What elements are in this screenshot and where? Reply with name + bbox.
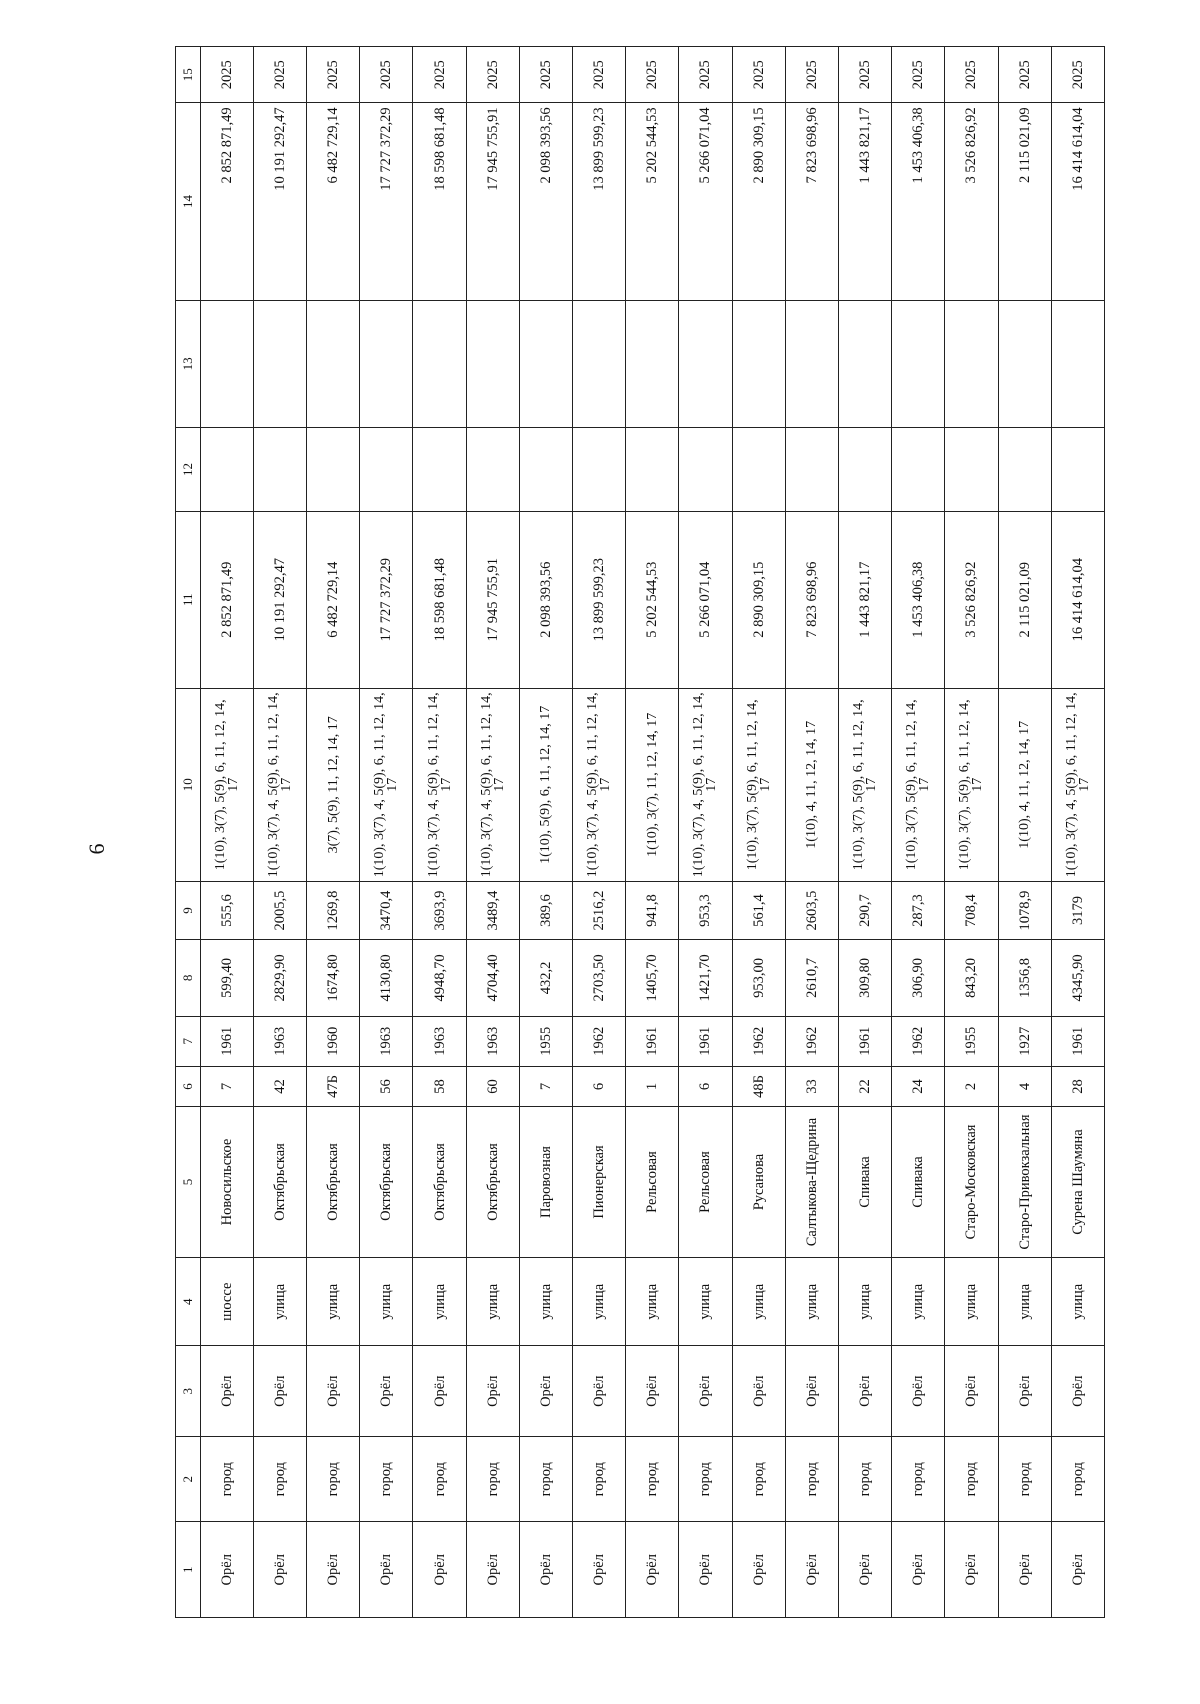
table-cell: 3179 <box>1051 881 1104 939</box>
table-cell <box>998 300 1051 428</box>
table-cell: 3 526 826,92 <box>945 511 998 688</box>
table-cell: 3(7), 5(9), 11, 12, 14, 17 <box>307 688 360 881</box>
table-cell <box>679 428 732 511</box>
table-cell: город <box>519 1436 572 1521</box>
table-cell <box>1051 300 1104 428</box>
table-cell: 1(10), 4, 11, 12, 14, 17 <box>785 688 838 881</box>
table-cell <box>732 300 785 428</box>
column-header: 3 <box>176 1346 201 1437</box>
table-cell: улица <box>573 1257 626 1346</box>
table-row <box>466 47 519 1618</box>
table-cell: 1955 <box>519 1016 572 1066</box>
table-cell: 33 <box>785 1066 838 1106</box>
table-cell <box>732 428 785 511</box>
column-header: 5 <box>176 1107 201 1258</box>
table-cell: 2 115 021,09 <box>998 103 1051 300</box>
table-cell: Орёл <box>466 1522 519 1618</box>
table-cell: 2 890 309,15 <box>732 511 785 688</box>
table-cell: Орёл <box>998 1346 1051 1437</box>
table-cell: Старо-Московская <box>945 1107 998 1258</box>
table-cell: Орёл <box>732 1522 785 1618</box>
table-cell: 1961 <box>679 1016 732 1066</box>
table-cell: Старо-Привокзальная <box>998 1107 1051 1258</box>
table-cell: 555,6 <box>200 881 253 939</box>
table-cell: город <box>466 1436 519 1521</box>
table-cell: 1(10), 3(7), 11, 12, 14, 17 <box>626 688 679 881</box>
table-row <box>413 47 466 1618</box>
table-row <box>573 47 626 1618</box>
column-header: 10 <box>176 688 201 881</box>
table-cell: 1962 <box>892 1016 945 1066</box>
table-cell: 16 414 614,04 <box>1051 103 1104 300</box>
table-cell: 941,8 <box>626 881 679 939</box>
table-cell: 6 <box>679 1066 732 1106</box>
table-cell: 6 482 729,14 <box>307 511 360 688</box>
table-cell: Орёл <box>945 1346 998 1437</box>
table-cell: 2025 <box>785 47 838 103</box>
column-header: 11 <box>176 511 201 688</box>
table-cell: 1(10), 3(7), 5(9), 6, 11, 12, 14, 17 <box>838 688 891 881</box>
table-cell: 22 <box>838 1066 891 1106</box>
table-cell: Октябрьская <box>360 1107 413 1258</box>
column-header: 1 <box>176 1522 201 1618</box>
table-cell <box>785 300 838 428</box>
table-cell: 1(10), 5(9), 6, 11, 12, 14, 17 <box>519 688 572 881</box>
table-cell: 290,7 <box>838 881 891 939</box>
table-cell: 2610,7 <box>785 940 838 1016</box>
column-header: 7 <box>176 1016 201 1066</box>
table-cell: 2025 <box>892 47 945 103</box>
table-cell: Орёл <box>360 1522 413 1618</box>
table-cell: улица <box>892 1257 945 1346</box>
table-cell: Спивака <box>892 1107 945 1258</box>
table-cell: 5 202 544,53 <box>626 103 679 300</box>
table-cell <box>519 428 572 511</box>
table-cell: город <box>200 1436 253 1521</box>
table-cell: 1421,70 <box>679 940 732 1016</box>
table-cell <box>892 300 945 428</box>
table-cell: 2025 <box>838 47 891 103</box>
table-cell: 13 899 599,23 <box>573 511 626 688</box>
table-cell: Русанова <box>732 1107 785 1258</box>
table-cell <box>466 300 519 428</box>
table-cell: 1963 <box>413 1016 466 1066</box>
table-cell: Орёл <box>945 1522 998 1618</box>
table-cell: город <box>732 1436 785 1521</box>
table-cell: 2 <box>945 1066 998 1106</box>
table-cell: Орёл <box>679 1522 732 1618</box>
table-cell: 561,4 <box>732 881 785 939</box>
table-cell: 3693,9 <box>413 881 466 939</box>
table-cell: 1963 <box>360 1016 413 1066</box>
table-cell: 60 <box>466 1066 519 1106</box>
table-cell: 2603,5 <box>785 881 838 939</box>
table-cell <box>785 428 838 511</box>
table-row <box>307 47 360 1618</box>
table-cell: 17 727 372,29 <box>360 103 413 300</box>
table-cell: Орёл <box>785 1346 838 1437</box>
table-cell: Орёл <box>785 1522 838 1618</box>
table-cell: Орёл <box>679 1346 732 1437</box>
table-cell: город <box>892 1436 945 1521</box>
table-cell: Орёл <box>413 1522 466 1618</box>
table-cell: 18 598 681,48 <box>413 103 466 300</box>
table-cell: Орёл <box>413 1346 466 1437</box>
table-cell: Орёл <box>519 1346 572 1437</box>
table-cell: 47Б <box>307 1066 360 1106</box>
table-cell <box>573 428 626 511</box>
table-cell: Орёл <box>253 1346 306 1437</box>
table-cell: Орёл <box>573 1346 626 1437</box>
table-cell: улица <box>307 1257 360 1346</box>
table-cell: 2 852 871,49 <box>200 511 253 688</box>
table-header-row <box>176 47 201 1618</box>
table-cell: 1962 <box>732 1016 785 1066</box>
table-cell: Рельсовая <box>626 1107 679 1258</box>
table-cell: 1955 <box>945 1016 998 1066</box>
table-cell: 1 <box>626 1066 679 1106</box>
table-cell: город <box>307 1436 360 1521</box>
table-cell <box>519 300 572 428</box>
table-cell <box>307 300 360 428</box>
table-cell: 1960 <box>307 1016 360 1066</box>
table-cell: 2025 <box>998 47 1051 103</box>
table-cell: 1963 <box>253 1016 306 1066</box>
table-cell: 2516,2 <box>573 881 626 939</box>
data-table <box>175 46 1105 1618</box>
table-cell: 2829,90 <box>253 940 306 1016</box>
table-cell: Новосильское <box>200 1107 253 1258</box>
table-cell: 306,90 <box>892 940 945 1016</box>
table-row <box>785 47 838 1618</box>
table-cell: город <box>785 1436 838 1521</box>
table-cell: 1(10), 3(7), 4, 5(9), 6, 11, 12, 14, 17 <box>360 688 413 881</box>
table-cell: город <box>945 1436 998 1521</box>
table-cell: 2025 <box>466 47 519 103</box>
table-cell: 4 <box>998 1066 1051 1106</box>
table-cell: Орёл <box>200 1346 253 1437</box>
table-cell <box>679 300 732 428</box>
table-cell: 13 899 599,23 <box>573 103 626 300</box>
table-cell: 4130,80 <box>360 940 413 1016</box>
table-cell: улица <box>626 1257 679 1346</box>
table-cell: Орёл <box>360 1346 413 1437</box>
table-cell: 2005,5 <box>253 881 306 939</box>
table-cell: улица <box>466 1257 519 1346</box>
table-cell: 2703,50 <box>573 940 626 1016</box>
table-cell <box>200 428 253 511</box>
table-cell: Орёл <box>892 1346 945 1437</box>
table-cell: 1(10), 3(7), 4, 5(9), 6, 11, 12, 14, 17 <box>1051 688 1104 881</box>
table-cell: 2 098 393,56 <box>519 511 572 688</box>
table-cell: 4704,40 <box>466 940 519 1016</box>
table-cell <box>200 300 253 428</box>
table-cell: 287,3 <box>892 881 945 939</box>
table-cell: 432,2 <box>519 940 572 1016</box>
table-cell: 18 598 681,48 <box>413 511 466 688</box>
table-cell: 2025 <box>1051 47 1104 103</box>
table-cell: 2025 <box>200 47 253 103</box>
table-cell: 1269,8 <box>307 881 360 939</box>
table-cell <box>360 428 413 511</box>
column-header: 9 <box>176 881 201 939</box>
table-cell: улица <box>732 1257 785 1346</box>
table-cell: 2 098 393,56 <box>519 103 572 300</box>
table-cell: 1961 <box>200 1016 253 1066</box>
table-cell: 953,00 <box>732 940 785 1016</box>
table-cell: 1405,70 <box>626 940 679 1016</box>
table-cell: Салтыкова-Щедрина <box>785 1107 838 1258</box>
table-cell: 6 <box>573 1066 626 1106</box>
table-cell: улица <box>413 1257 466 1346</box>
table-cell: 4345,90 <box>1051 940 1104 1016</box>
table-cell: 953,3 <box>679 881 732 939</box>
table-cell: улица <box>838 1257 891 1346</box>
table-cell: улица <box>679 1257 732 1346</box>
column-header: 14 <box>176 103 201 300</box>
table-cell <box>360 300 413 428</box>
table-cell <box>945 428 998 511</box>
table-row <box>360 47 413 1618</box>
table-cell: Орёл <box>998 1522 1051 1618</box>
table-row <box>892 47 945 1618</box>
table-cell: город <box>998 1436 1051 1521</box>
table-cell: Орёл <box>626 1522 679 1618</box>
table-cell: 1078,9 <box>998 881 1051 939</box>
table-cell: Орёл <box>307 1522 360 1618</box>
table-cell: 24 <box>892 1066 945 1106</box>
table-cell: улица <box>1051 1257 1104 1346</box>
table-cell: Орёл <box>626 1346 679 1437</box>
table-cell: 1963 <box>466 1016 519 1066</box>
table-cell <box>838 300 891 428</box>
table-cell: Орёл <box>466 1346 519 1437</box>
table-cell: Орёл <box>892 1522 945 1618</box>
table-cell: 2025 <box>519 47 572 103</box>
table-cell: Орёл <box>200 1522 253 1618</box>
table-cell: улица <box>998 1257 1051 1346</box>
table-cell: город <box>626 1436 679 1521</box>
table-row <box>679 47 732 1618</box>
column-header: 4 <box>176 1257 201 1346</box>
table-cell: 2 852 871,49 <box>200 103 253 300</box>
table-cell: Орёл <box>732 1346 785 1437</box>
table-cell: 5 266 071,04 <box>679 103 732 300</box>
table-row <box>998 47 1051 1618</box>
table-cell: улица <box>253 1257 306 1346</box>
table-cell: 389,6 <box>519 881 572 939</box>
table-cell: 1(10), 4, 11, 12, 14, 17 <box>998 688 1051 881</box>
table-cell: 1(10), 3(7), 5(9), 6, 11, 12, 14, 17 <box>732 688 785 881</box>
table-cell: 10 191 292,47 <box>253 511 306 688</box>
table-cell: Орёл <box>838 1346 891 1437</box>
table-cell: 17 945 755,91 <box>466 103 519 300</box>
table-cell: 2025 <box>253 47 306 103</box>
table-cell: 2025 <box>307 47 360 103</box>
table-cell <box>413 428 466 511</box>
table-cell: 42 <box>253 1066 306 1106</box>
table-cell: 17 727 372,29 <box>360 511 413 688</box>
table-row <box>838 47 891 1618</box>
table-cell: город <box>679 1436 732 1521</box>
table-cell: Октябрьская <box>253 1107 306 1258</box>
table-cell: 1(10), 3(7), 5(9), 6, 11, 12, 14, 17 <box>945 688 998 881</box>
table-cell: 7 <box>519 1066 572 1106</box>
table-cell <box>945 300 998 428</box>
table-cell: 10 191 292,47 <box>253 103 306 300</box>
table-row <box>253 47 306 1618</box>
table-cell <box>838 428 891 511</box>
table-cell: 1 453 406,38 <box>892 511 945 688</box>
table-cell: улица <box>785 1257 838 1346</box>
table-cell: 2025 <box>732 47 785 103</box>
table-cell: Орёл <box>253 1522 306 1618</box>
table-cell: 1(10), 3(7), 4, 5(9), 6, 11, 12, 14, 17 <box>253 688 306 881</box>
table-cell: город <box>573 1436 626 1521</box>
column-header: 13 <box>176 300 201 428</box>
table-cell: улица <box>360 1257 413 1346</box>
table-cell: 5 202 544,53 <box>626 511 679 688</box>
table-cell: 1(10), 3(7), 5(9), 6, 11, 12, 14, 17 <box>200 688 253 881</box>
table-cell: шоссе <box>200 1257 253 1346</box>
table-row <box>519 47 572 1618</box>
table-cell: Октябрьская <box>466 1107 519 1258</box>
page-number: 6 <box>84 843 109 855</box>
table-cell: город <box>360 1436 413 1521</box>
table-cell: 2025 <box>360 47 413 103</box>
table-cell: 5 266 071,04 <box>679 511 732 688</box>
table-cell: 48Б <box>732 1066 785 1106</box>
table-cell: Октябрьская <box>413 1107 466 1258</box>
table-cell: 309,80 <box>838 940 891 1016</box>
table-cell: 1(10), 3(7), 4, 5(9), 6, 11, 12, 14, 17 <box>573 688 626 881</box>
table-cell: 3489,4 <box>466 881 519 939</box>
table-cell: 58 <box>413 1066 466 1106</box>
table-cell: город <box>1051 1436 1104 1521</box>
table-cell: 56 <box>360 1066 413 1106</box>
table-cell: 1927 <box>998 1016 1051 1066</box>
table-cell: 2025 <box>413 47 466 103</box>
table-cell: Орёл <box>307 1346 360 1437</box>
table-cell: 16 414 614,04 <box>1051 511 1104 688</box>
table-cell <box>626 300 679 428</box>
table-cell: 2025 <box>626 47 679 103</box>
table-cell: город <box>838 1436 891 1521</box>
column-header: 2 <box>176 1436 201 1521</box>
table-cell: 2025 <box>679 47 732 103</box>
table-cell: 1(10), 3(7), 4, 5(9), 6, 11, 12, 14, 17 <box>466 688 519 881</box>
table-cell: 1 453 406,38 <box>892 103 945 300</box>
table-cell: 1356,8 <box>998 940 1051 1016</box>
table-cell: Сурена Шаумяна <box>1051 1107 1104 1258</box>
table-cell: Орёл <box>519 1522 572 1618</box>
table-cell: 7 <box>200 1066 253 1106</box>
table-cell: 1961 <box>1051 1016 1104 1066</box>
table-cell: 7 823 698,96 <box>785 511 838 688</box>
column-header: 15 <box>176 47 201 103</box>
table-cell: 17 945 755,91 <box>466 511 519 688</box>
table-cell: 3 526 826,92 <box>945 103 998 300</box>
table-cell: 1961 <box>838 1016 891 1066</box>
table-cell: 1 443 821,17 <box>838 511 891 688</box>
table-cell: 3470,4 <box>360 881 413 939</box>
table-cell <box>1051 428 1104 511</box>
table-cell: 599,40 <box>200 940 253 1016</box>
table-cell <box>466 428 519 511</box>
table-cell <box>253 428 306 511</box>
table-cell <box>626 428 679 511</box>
table-cell: 7 823 698,96 <box>785 103 838 300</box>
table-cell: 4948,70 <box>413 940 466 1016</box>
table-cell <box>413 300 466 428</box>
table-cell: Пионерская <box>573 1107 626 1258</box>
table-cell: город <box>413 1436 466 1521</box>
table-cell <box>253 300 306 428</box>
rotated-table-wrapper <box>175 46 1105 1618</box>
table-cell: 1(10), 3(7), 5(9), 6, 11, 12, 14, 17 <box>892 688 945 881</box>
table-cell: город <box>253 1436 306 1521</box>
table-row <box>945 47 998 1618</box>
table-cell: Орёл <box>838 1522 891 1618</box>
table-cell: 2025 <box>945 47 998 103</box>
table-cell: 1(10), 3(7), 4, 5(9), 6, 11, 12, 14, 17 <box>679 688 732 881</box>
column-header: 8 <box>176 940 201 1016</box>
table-cell: 1674,80 <box>307 940 360 1016</box>
table-cell: Спивака <box>838 1107 891 1258</box>
table-cell: Рельсовая <box>679 1107 732 1258</box>
table-cell: 1(10), 3(7), 4, 5(9), 6, 11, 12, 14, 17 <box>413 688 466 881</box>
table-cell: 843,20 <box>945 940 998 1016</box>
table-cell: 2025 <box>573 47 626 103</box>
table-cell: 1961 <box>626 1016 679 1066</box>
column-header: 6 <box>176 1066 201 1106</box>
table-cell: улица <box>945 1257 998 1346</box>
table-cell: улица <box>519 1257 572 1346</box>
table-cell: 708,4 <box>945 881 998 939</box>
table-cell: Паровозная <box>519 1107 572 1258</box>
table-cell: Орёл <box>573 1522 626 1618</box>
table-row <box>626 47 679 1618</box>
table-row <box>200 47 253 1618</box>
table-cell <box>892 428 945 511</box>
table-cell: 2 890 309,15 <box>732 103 785 300</box>
table-cell: 28 <box>1051 1066 1104 1106</box>
table-cell: 1 443 821,17 <box>838 103 891 300</box>
table-cell: Орёл <box>1051 1522 1104 1618</box>
table-cell: 1962 <box>785 1016 838 1066</box>
table-cell: Орёл <box>1051 1346 1104 1437</box>
table-cell <box>307 428 360 511</box>
table-row <box>1051 47 1104 1618</box>
table-cell: 2 115 021,09 <box>998 511 1051 688</box>
column-header: 12 <box>176 428 201 511</box>
table-cell: 1962 <box>573 1016 626 1066</box>
table-cell: Октябрьская <box>307 1107 360 1258</box>
table-cell: 6 482 729,14 <box>307 103 360 300</box>
table-row <box>732 47 785 1618</box>
table-cell <box>998 428 1051 511</box>
table-cell <box>573 300 626 428</box>
